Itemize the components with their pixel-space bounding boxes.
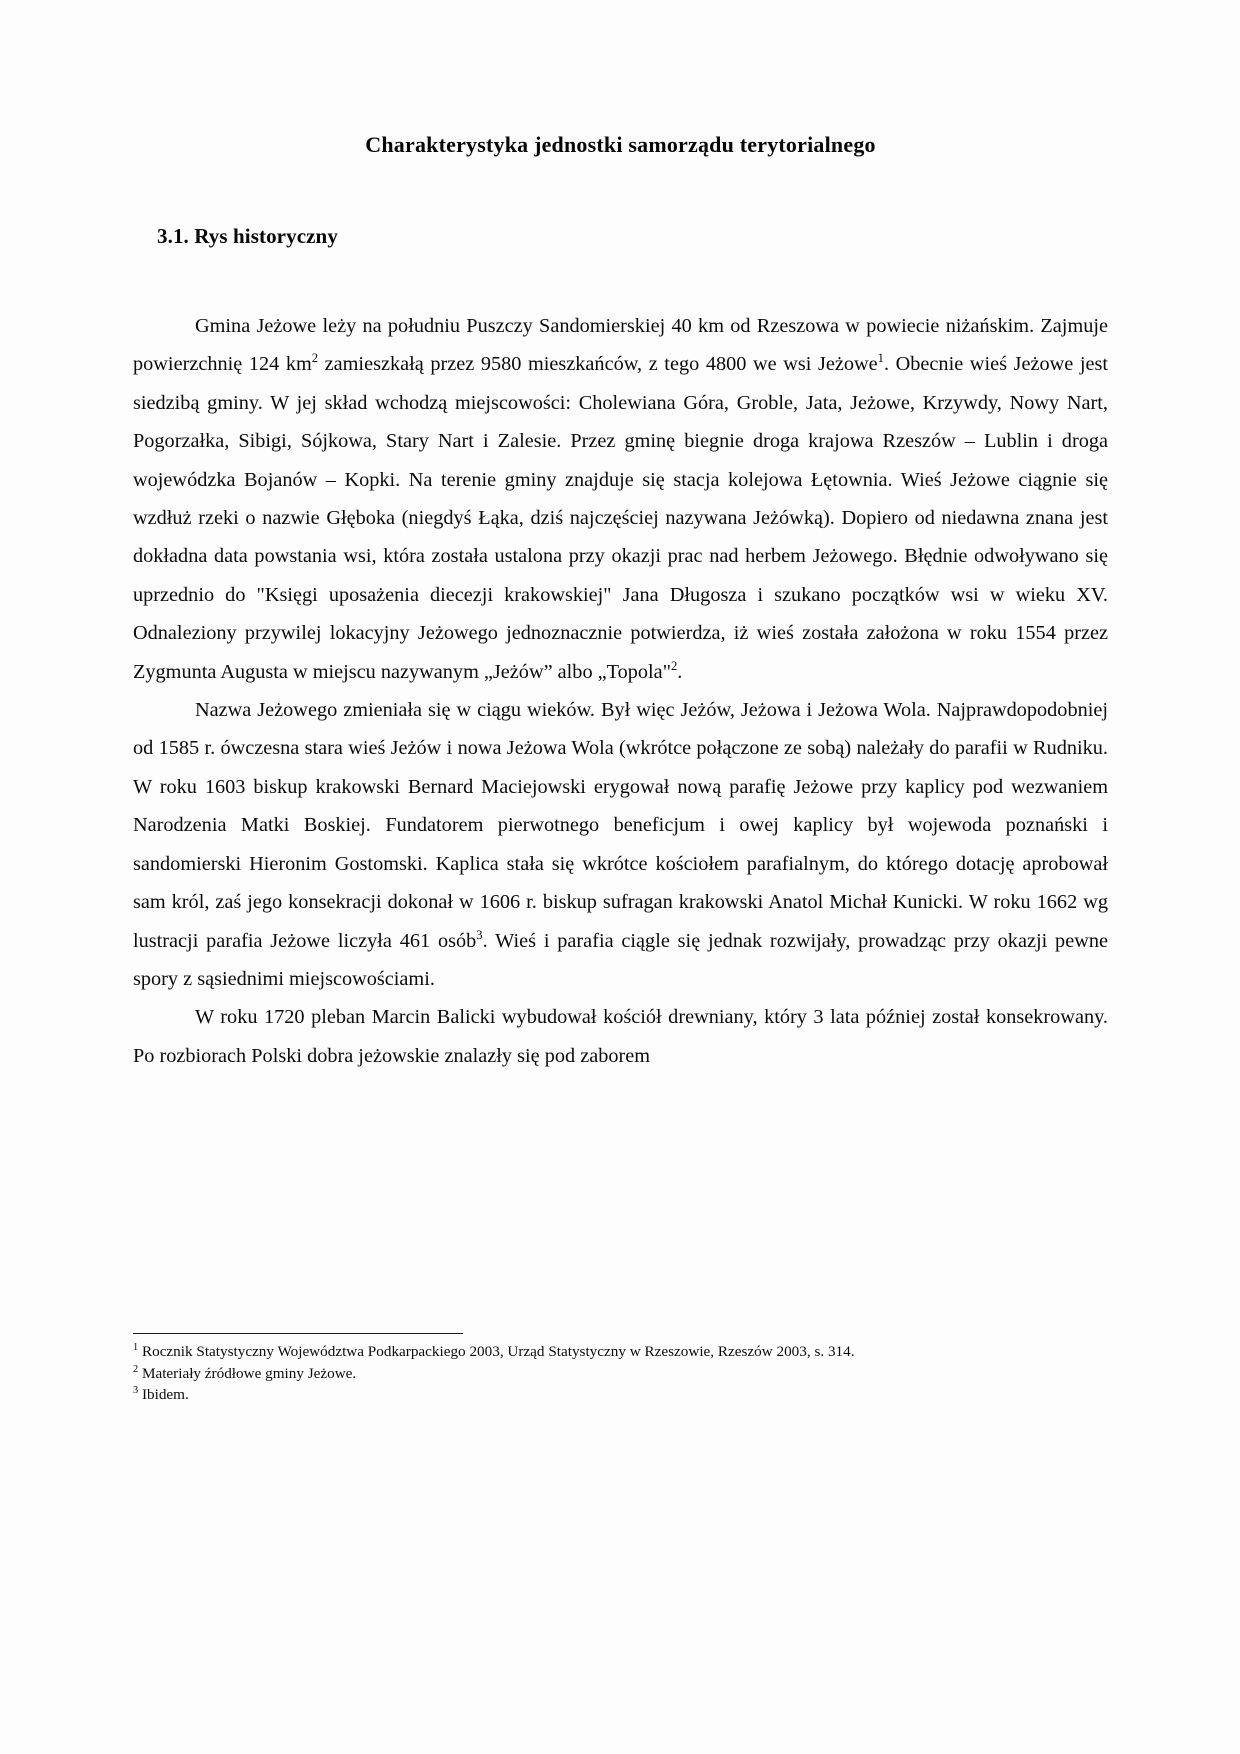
page-title: Charakterystyka jednostki samorządu terytorialnego	[365, 132, 876, 157]
paragraph-3: W roku 1720 pleban Marcin Balicki wybudował kościół drewniany, który 3 lata później został konsekrowany. Po rozbiorach Polski dobra jeżowskie znalazły się pod zaborem	[133, 1006, 1108, 1067]
footnote-reference: 2	[311, 351, 319, 366]
footnote-text: Rocznik Statystyczny Województwa Podkarpackiego 2003, Urząd Statystyczny w Rzeszowie, Rzeszów 2003, s. 314.	[141, 1343, 855, 1360]
footnote-reference: 1	[877, 351, 884, 366]
footnote-marker: 1	[133, 1341, 139, 1353]
document-body	[133, 0, 1108, 1075]
footnote-separator	[133, 1333, 463, 1334]
paragraph-2: Nazwa Jeżowego zmieniała się w ciągu wieków. Był więc Jeżów, Jeżowa i Jeżowa Wola. Najprawdopodobniej od 1585 r. ówczesna stara wieś Jeżów i nowa Jeżowa Wola (wkrótce połączone ze sobą) należały do parafii w Rudniku. W roku 1603 biskup krakowski Bernard Maciejowski erygował nową parafię Jeżowe przy kaplicy pod wezwaniem Narodzenia Matki Boskiej. Fundatorem pierwotnego beneficjum i owej kaplicy był wojewoda poznański i sandomierski Hieronim Gostomski. Kaplica stała się wkrótce kościołem parafialnym, do którego dotację aprobował sam król, zaś jego konsekracji dokonał w 1606 r. biskup sufragan krakowski Anatol Michał Kunicki. W roku 1662 wg lustracji parafia Jeżowe liczyła 461 osób$^3$. Wieś i parafia ciągle się jednak rozwijały, prowadząc przy okazji pewne spory z sąsiednimi miejscowościami.	[133, 699, 1108, 990]
footnote-marker: 3	[133, 1384, 139, 1396]
paragraph-1: Gmina Jeżowe leży na południu Puszczy Sandomierskiej 40 km od Rzeszowa w powiecie niżańskim. Zajmuje powierzchnię 124 $km^2$ zamieszkałą przez 9580 mieszkańców, z tego 4800 we wsi Jeżowe$^1$. Obecnie wieś Jeżowe jest siedzibą gminy. W jej skład wchodzą miejscowości: Cholewiana Góra, Groble, Jata, Jeżowe, Krzywdy, Nowy Nart, Pogorzałka, Sibigi, Sójkowa, Stary Nart i Zalesie. Przez gminę biegnie droga krajowa Rzeszów – Lublin i droga wojewódzka Bojanów – Kopki. Na terenie gminy znajduje się stacja kolejowa Łętownia. Wieś Jeżowe ciągnie się wzdłuż rzeki o nazwie Głęboka (niegdyś Łąka, dziś najczęściej nazywana Jeżówką). Dopiero od niedawna znana jest dokładna data powstania wsi, która została ustalona przy okazji prac nad herbem Jeżowego. Błędnie odwoływano się uprzednio do "Księgi uposażenia diecezji krakowskiej" Jana Długosza i szukano początków wsi w wieku XV. Odnaleziony przywilej lokacyjny Jeżowego jednoznacznie potwierdza, iż wieś została założona w roku 1554 przez Zygmunta Augusta w miejscu nazywanym „Jeżów” albo „Topola"$^2$.	[133, 315, 1109, 683]
footnote-marker: 2	[133, 1363, 139, 1375]
section-heading: 3.1. Rys historyczny	[157, 224, 338, 248]
footnote-item	[133, 1384, 1108, 1406]
footnote-reference: 2	[670, 658, 678, 673]
footnote-text: Ibidem.	[141, 1386, 189, 1403]
footnote-area	[133, 1333, 1108, 1406]
footnote-item	[133, 1341, 1108, 1363]
footnote-text: Materiały źródłowe gminy Jeżowe.	[141, 1364, 357, 1382]
footnote-item	[133, 1363, 1108, 1385]
footnote-reference: 3	[476, 927, 483, 942]
